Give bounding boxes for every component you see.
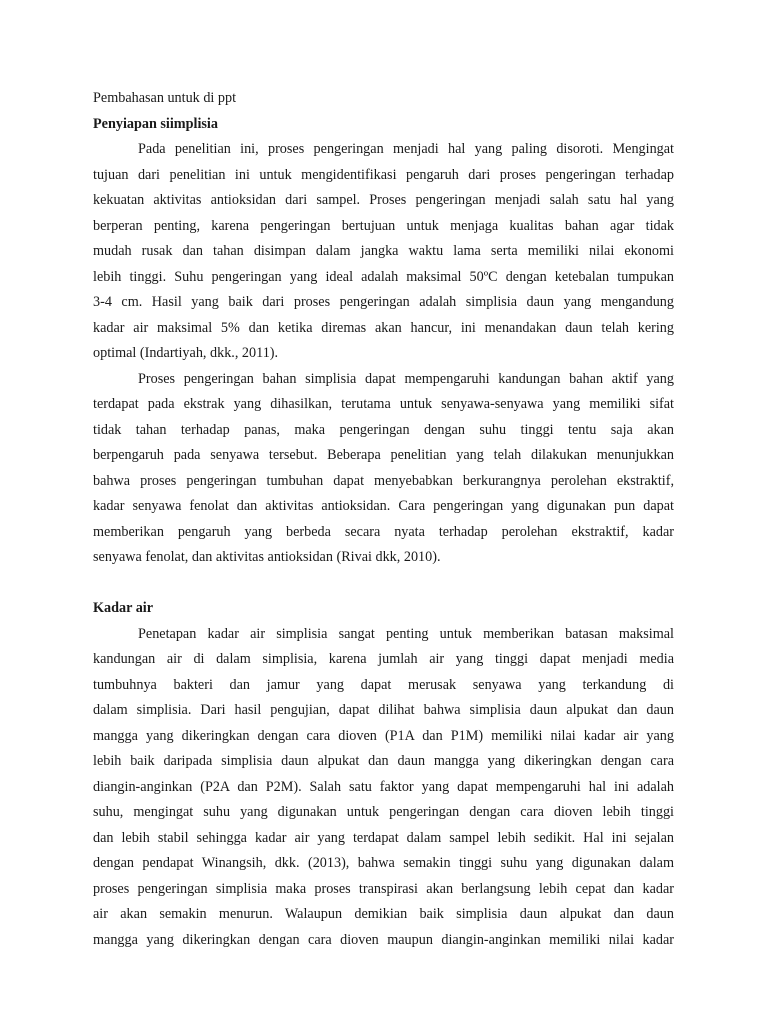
paragraph-penyiapan-2 <box>93 367 674 571</box>
paragraph-line: air akan semakin menurun. Walaupun demikian baik simplisia daun alpukat dan daun <box>93 906 674 922</box>
section-heading-penyiapan: Penyiapan siimplisia <box>93 115 218 132</box>
paragraph-line: dalam simplisia. Dari hasil pengujian, dapat dilihat bahwa simplisia daun alpukat dan daun <box>93 702 674 718</box>
paragraph-line: mangga yang dikeringkan dengan cara dioven (P1A dan P1M) memiliki nilai kadar air yang <box>93 727 674 744</box>
paragraph-line-last: senyawa fenolat, dan aktivitas antioksidan (Rivai dkk, 2010). <box>93 549 441 565</box>
paragraph-line: dengan pendapat Winangsih, dkk. (2013), bahwa semakin tinggi suhu yang digunakan dalam <box>93 855 674 871</box>
paragraph-line: tumbuhnya bakteri dan jamur yang dapat merusak senyawa yang terkandung di <box>93 676 674 693</box>
paragraph-kadar-air-1 <box>93 622 674 954</box>
paragraph-line: suhu, mengingat suhu yang digunakan untuk pengeringan dengan cara dioven lebih tinggi <box>93 804 674 820</box>
paragraph-line: tujuan dari penelitian ini untuk mengidentifikasi pengaruh dari proses pengeringan terhadap <box>93 166 674 183</box>
paragraph-line-last: optimal (Indartiyah, dkk., 2011). <box>93 345 279 361</box>
paragraph-penyiapan-1 <box>93 137 674 367</box>
paragraph-line: kandungan air di dalam simplisia, karena jumlah air yang tinggi dapat menjadi media <box>93 651 674 667</box>
paragraph-line: kadar air maksimal 5% dan ketika diremas akan hancur, ini menandakan daun telah kering <box>93 319 674 336</box>
paragraph-line: Proses pengeringan bahan simplisia dapat mempengaruhi kandungan bahan aktif yang <box>138 370 674 387</box>
paragraph-line: lebih baik daripada simplisia daun alpukat dan daun mangga yang dikeringkan dengan cara <box>93 753 674 769</box>
paragraph-line: berperan penting, karena pengeringan bertujuan untuk menjaga kualitas bahan agar tidak <box>93 217 674 234</box>
paragraph-line: dan lebih stabil sehingga kadar air yang terdapat dalam sampel lebih sedikit. Hal ini sejalan <box>93 829 674 846</box>
section-spacer <box>93 571 674 597</box>
paragraph-line: lebih tinggi. Suhu pengeringan yang ideal adalah maksimal 50ºC dengan ketebalan tumpukan <box>93 268 674 285</box>
paragraph-line: terdapat pada ekstrak yang dihasilkan, terutama untuk senyawa-senyawa yang memiliki sifat <box>93 396 674 412</box>
paragraph-line: Pada penelitian ini, proses pengeringan menjadi hal yang paling disoroti. Mengingat <box>138 141 674 157</box>
paragraph-line: kadar senyawa fenolat dan aktivitas antioksidan. Cara pengeringan yang digunakan pun dapat <box>93 498 674 514</box>
paragraph-line: memberikan pengaruh yang berbeda secara nyata terhadap perolehan ekstraktif, kadar <box>93 523 674 540</box>
paragraph-line: diangin-anginkan (P2A dan P2M). Salah satu faktor yang dapat mempengaruhi hal ini adalah <box>93 778 674 795</box>
header-note: Pembahasan untuk di ppt <box>93 90 237 106</box>
section-heading-kadar-air: Kadar air <box>93 600 154 616</box>
paragraph-line: berpengaruh pada senyawa tersebut. Beberapa penelitian yang telah dilakukan menunjukkan <box>93 447 674 463</box>
paragraph-line: tidak tahan terhadap panas, maka pengeringan dengan suhu tinggi tentu saja akan <box>93 421 674 438</box>
paragraph-line: proses pengeringan simplisia maka proses transpirasi akan berlangsung lebih cepat dan kadar <box>93 880 674 897</box>
paragraph-line: 3-4 cm. Hasil yang baik dari proses pengeringan adalah simplisia daun yang mengandung <box>93 294 674 310</box>
paragraph-line: kekuatan aktivitas antioksidan dari sampel. Proses pengeringan menjadi salah satu hal yang <box>93 192 674 208</box>
paragraph-line: mangga yang dikeringkan dengan cara dioven maupun diangin-anginkan memiliki nilai kadar <box>93 931 674 948</box>
paragraph-line: Penetapan kadar air simplisia sangat penting untuk memberikan batasan maksimal <box>138 625 674 642</box>
paragraph-line: mudah rusak dan tahan disimpan dalam jangka waktu lama serta memiliki nilai ekonomi <box>93 243 674 259</box>
paragraph-line: bahwa proses pengeringan tumbuhan dapat menyebabkan berkurangnya perolehan ekstraktif, <box>93 472 674 489</box>
